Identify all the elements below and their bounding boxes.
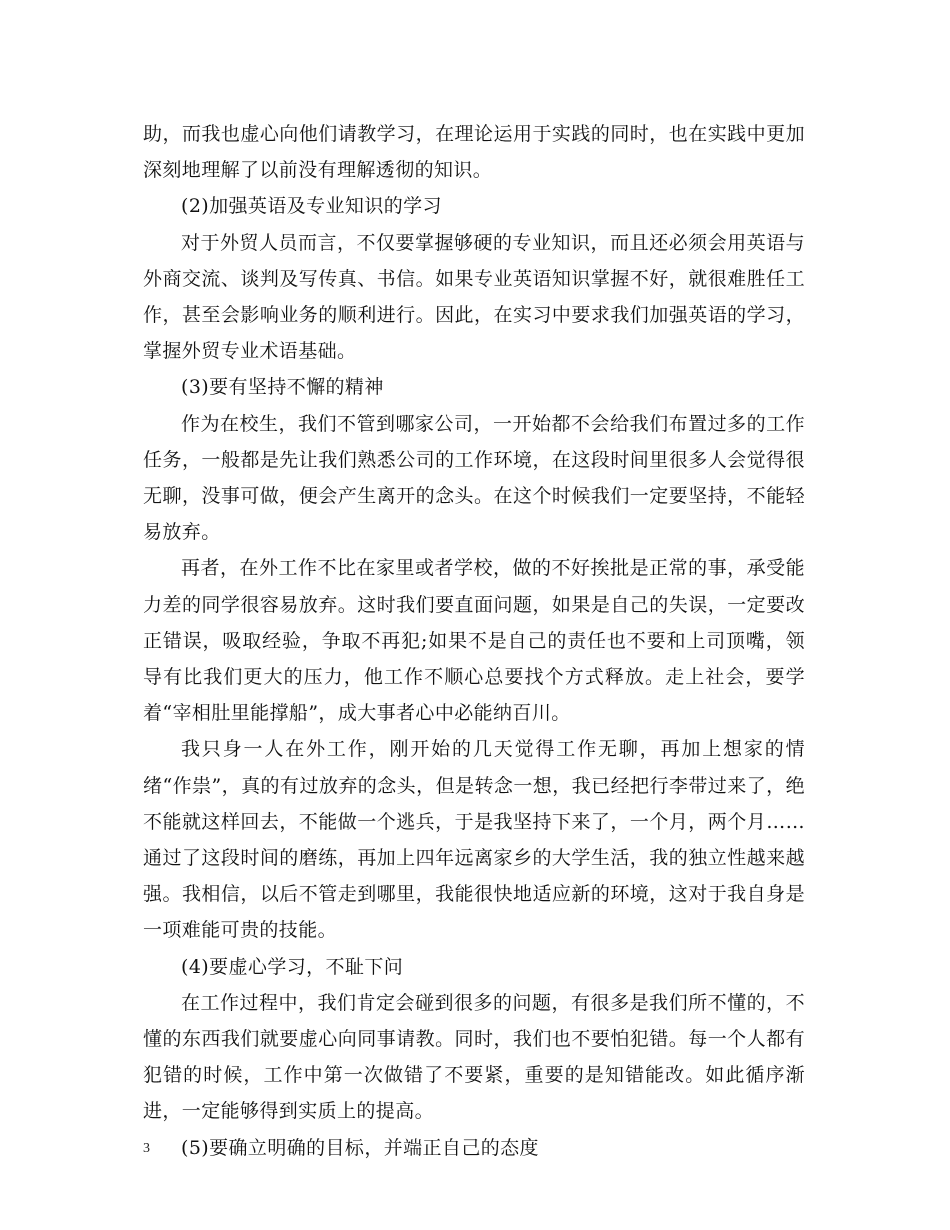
paragraph-facing-problems: 再者，在外工作不比在家里或者学校，做的不好挨批是正常的事，承受能力差的同学很容易放弃。这时我们要直面问题，如果是自己的失误，一定要改正错误，吸取经验，争取不再犯;如果不是自己的责任也不要和上司顶嘴，领导有比我们更大的压力，他工作不顺心总要找个方式释放。走上社会，要学着“宰相肚里能撑船”，成大事者心中必能纳百川。 [143,557,805,725]
paragraph-english-study: 对于外贸人员而言，不仅要掌握够硬的专业知识，而且还必须会用英语与外商交流、谈判及写传真、书信。如果专业英语知识掌握不好，就很难胜任工作，甚至会影响业务的顺利进行。因此，在实习中要求我们加强英语的学习，掌握外贸专业术语基础。 [143,231,805,363]
section-heading-4: (4)要虚心学习，不耻下问 [181,955,404,978]
paragraph-humble-learning: 在工作过程中，我们肯定会碰到很多的问题，有很多是我们所不懂的，不懂的东西我们就要虚心向同事请教。同时，我们也不要怕犯错。每一个人都有犯错的时候，工作中第一次做错了不要紧，重要的是知错能改。如此循序渐进，一定能够得到实质上的提高。 [143,991,805,1123]
page-number: 3 [143,1141,150,1156]
paragraph-persistence: 作为在校生，我们不管到哪家公司，一开始都不会给我们布置过多的工作任务，一般都是先让我们熟悉公司的工作环境，在这段时间里很多人会觉得很无聊，没事可做，便会产生离开的念头。在这个时候我们一定要坚持，不能轻易放弃。 [143,412,805,544]
document-body [143,116,805,1166]
section-heading-2: (2)加强英语及专业知识的学习 [181,195,442,218]
paragraph-continuation: 助，而我也虚心向他们请教学习，在理论运用于实践的同时，也在实践中更加深刻地理解了以前没有理解透彻的知识。 [143,123,805,182]
section-heading-5: (5)要确立明确的目标，并端正自己的态度 [181,1136,539,1159]
paragraph-working-alone: 我只身一人在外工作，刚开始的几天觉得工作无聊，再加上想家的情绪“作祟”，真的有过放弃的念头，但是转念一想，我已经把行李带过来了，绝不能就这样回去，不能做一个逃兵，于是我坚持下来了，一个月，两个月……通过了这段时间的磨练，再加上四年远离家乡的大学生活，我的独立性越来越强。我相信，以后不管走到哪里，我能很快地适应新的环境，这对于我自身是一项难能可贵的技能。 [143,738,805,942]
section-heading-3: (3)要有坚持不懈的精神 [181,376,384,399]
